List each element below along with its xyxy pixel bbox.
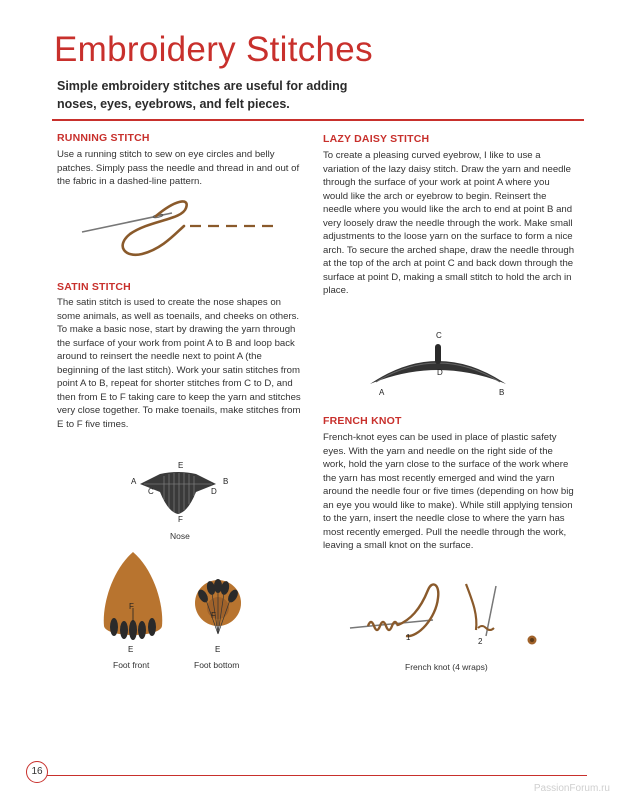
nose-label-b: B bbox=[223, 477, 229, 486]
foot-front-caption: Foot front bbox=[113, 660, 150, 670]
foot-bottom-illustration bbox=[193, 578, 243, 638]
french-knot-step-2: 2 bbox=[478, 637, 483, 646]
page-subtitle: Simple embroidery stitches are useful for adding noses, eyes, eyebrows, and felt pieces. bbox=[57, 79, 348, 111]
foot-front-label-e: E bbox=[128, 645, 134, 654]
title-divider bbox=[52, 119, 584, 121]
running-stitch-heading: RUNNING STITCH bbox=[57, 132, 150, 144]
watermark: PassionForum.ru bbox=[533, 783, 610, 794]
nose-label-c: C bbox=[148, 487, 154, 496]
lazy-daisy-text: To create a pleasing curved eyebrow, I like to use a variation of the lazy daisy stitch. Draw the yarn and needle through the surface of your work at point A where you would like the arch or eyebrow to begin. Reinsert the needle where you would like the arch to end at point B and very loosely draw the needle through the work. Make small adjustments to the loose yarn on the surface to form a nice arch. To secure the arched shape, draw the needle through at the top of the arch at point C and back down through the surface at point D, making a small stitch to hold the arch in place. bbox=[323, 150, 575, 296]
satin-stitch-heading: SATIN STITCH bbox=[57, 281, 131, 293]
nose-label-a: A bbox=[131, 477, 137, 486]
nose-label-d: D bbox=[211, 487, 217, 496]
french-knot-heading: FRENCH KNOT bbox=[323, 415, 402, 427]
french-knot-step-1: 1 bbox=[406, 633, 411, 642]
eyebrow-arch-illustration bbox=[368, 340, 508, 390]
french-knot-caption: French knot (4 wraps) bbox=[405, 662, 488, 672]
french-knot-illustration bbox=[348, 580, 548, 650]
page-number: 16 bbox=[26, 761, 48, 783]
arch-label-d: D bbox=[437, 368, 443, 377]
foot-bottom-label-f: F bbox=[211, 611, 216, 620]
footer-divider bbox=[47, 775, 587, 776]
foot-bottom-caption: Foot bottom bbox=[194, 660, 240, 670]
foot-front-illustration bbox=[100, 550, 166, 642]
satin-stitch-text: The satin stitch is used to create the nose shapes on some animals, as well as toenails, and cheeks on others. To make a basic nose, start by drawing the yarn through the surface of your work from point A to B and loop back around to reinsert the needle next to point A (the beginning of the last stitch). Work your satin stitches from point A to B, repeat for shorter stitches from C to D, and then from E to F taking care to keep the yarn and stitches very close together. To make toenails, make stitches from E to F five times. bbox=[57, 297, 301, 430]
nose-label-e: E bbox=[178, 461, 184, 470]
arch-label-c: C bbox=[436, 331, 442, 340]
foot-front-label-f: F bbox=[129, 602, 134, 611]
running-stitch-illustration bbox=[80, 192, 295, 260]
running-stitch-text: Use a running stitch to sew on eye circles and belly patches. Simply pass the needle and thread in and out of the fabric in a dashed-line pattern. bbox=[57, 149, 300, 187]
nose-label-f: F bbox=[178, 515, 183, 524]
page-title: Embroidery Stitches bbox=[54, 30, 373, 69]
arch-label-b: B bbox=[499, 388, 505, 397]
nose-caption: Nose bbox=[170, 531, 190, 541]
arch-label-a: A bbox=[379, 388, 385, 397]
french-knot-text: French-knot eyes can be used in place of plastic safety eyes. With the yarn and needle on the right side of the work, hold the yarn close to the surface of the work where the yarn has most recently emerged and wind the yarn around the needle four or five times (depending on how big an eye you would like to make). While still applying tension to the yarn, insert the needle close to where the yarn has most recently emerged. Pull the needle through the work, leaving a small knot on the surface. bbox=[323, 432, 574, 551]
foot-bottom-label-e: E bbox=[215, 645, 221, 654]
lazy-daisy-heading: LAZY DAISY STITCH bbox=[323, 133, 430, 145]
